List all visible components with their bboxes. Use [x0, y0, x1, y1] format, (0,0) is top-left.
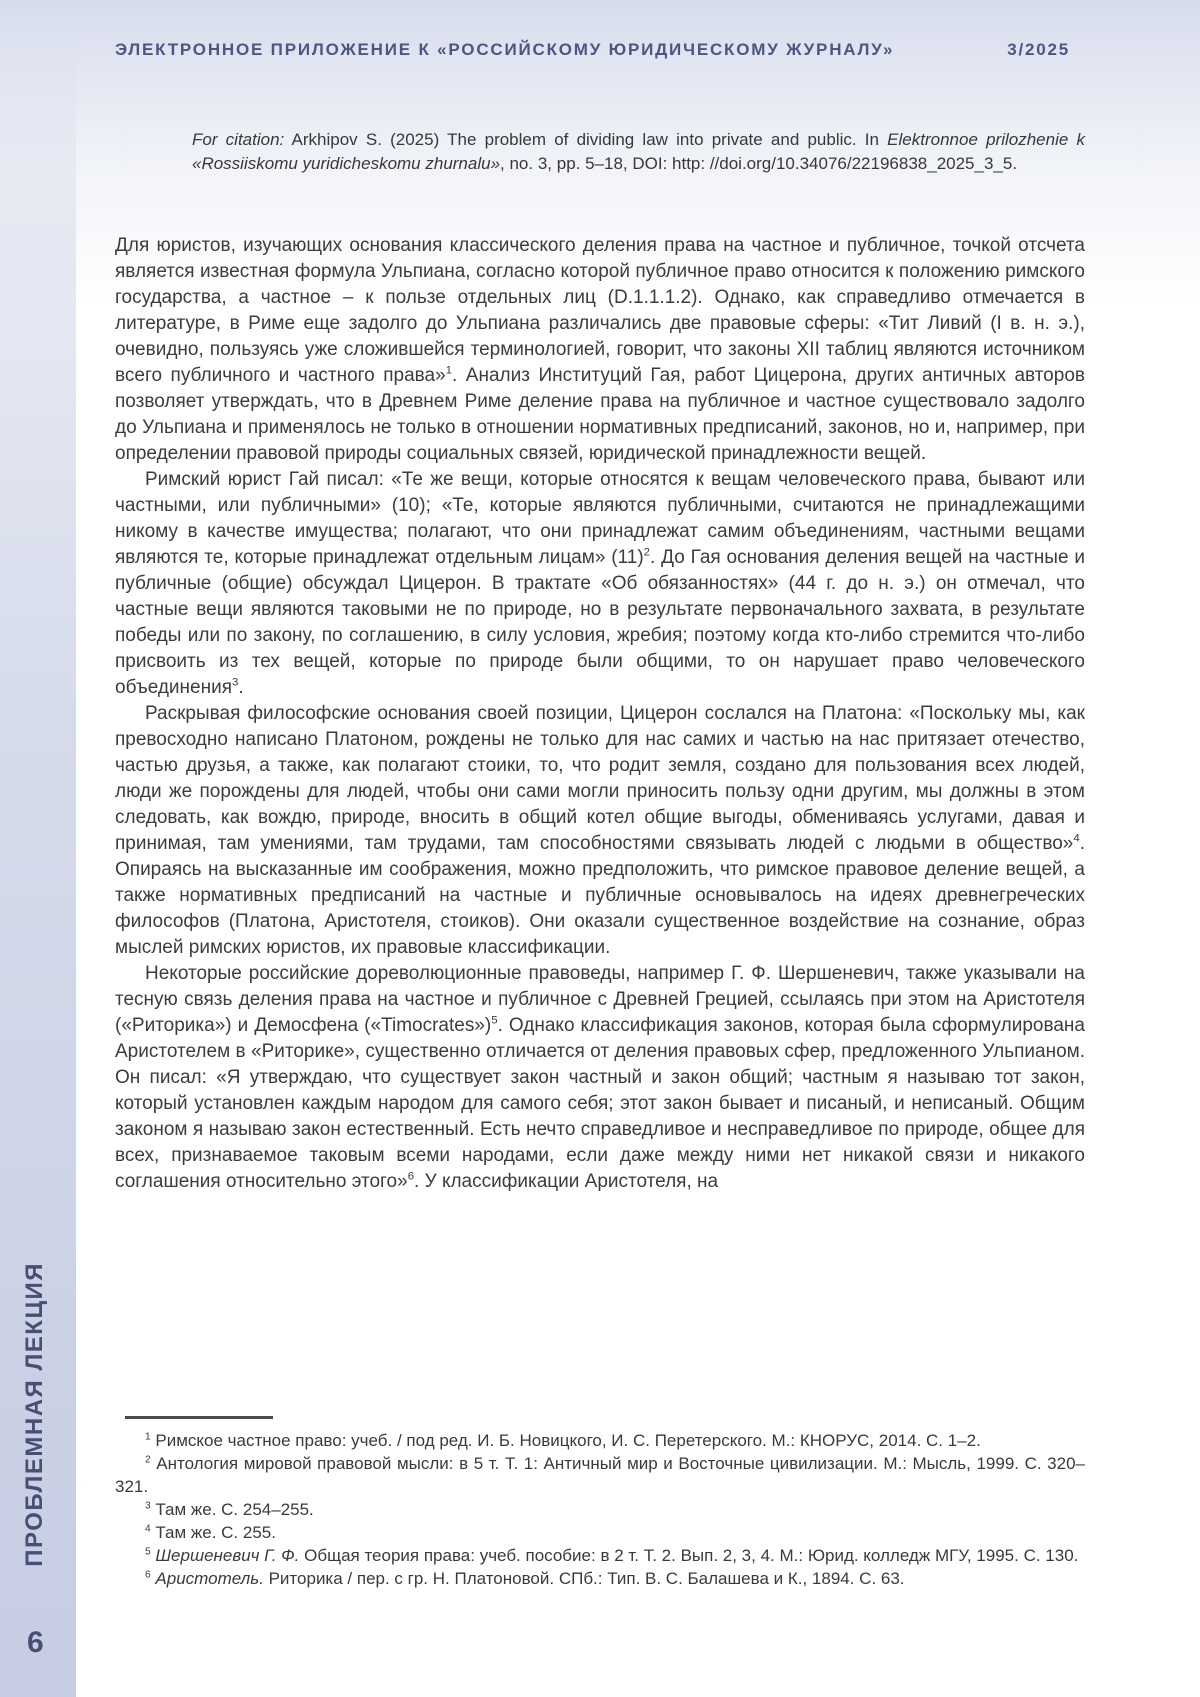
citation-block: For citation: Arkhipov S. (2025) The problem of dividing law into private and public. In Elektronnoe prilozhenie k «Rossiiskomu yuridicheskomu zhurnalu», no. 3, pp. 5–18, DOI: http: //doi.org/10.34076/22196838_2025_3_5.: [192, 130, 1085, 173]
footnote-item: $^5$ Шершеневич Г. Ф. Общая теория права: учеб. пособие: в 2 т. Т. 2. Вып. 2, 3, 4. М.: Юрид. колледж МГУ, 1995. С. 130.: [145, 1546, 1079, 1565]
page-number: 6: [27, 1626, 44, 1659]
footnote-marker: 5: [145, 1546, 151, 1558]
footnote-marker: 2: [643, 546, 650, 559]
footnote-marker: 1: [445, 364, 453, 377]
footnote-item: $^6$ Аристотель. Риторика / пер. с гр. Н. Платоновой. СПб.: Тип. В. С. Балашева и К., 1894. С. 63.: [145, 1569, 905, 1588]
footnote-item: $^4$ Там же. С. 255.: [145, 1523, 276, 1542]
footnote-marker: 6: [145, 1569, 151, 1581]
article-body: [115, 233, 1085, 1195]
footnote-marker: 4: [1073, 832, 1080, 845]
footnotes-list: [115, 1429, 1085, 1590]
footnote-marker: 3: [145, 1500, 151, 1512]
footnote-marker: 1: [145, 1431, 151, 1443]
running-header: [115, 40, 1070, 60]
body-paragraph: Раскрывая философские основания своей позиции, Цицерон сослался на Платона: «Поскольку мы, как превосходно написано Платоном, рождены не только для нас самих и частью на нас притязает отечество, частью друзья, а также, как полагают стоики, то, что родит земля, создано для пользования всех людей, люди же порождены для людей, чтобы они сами могли приносить пользу одни другим, мы должны в этом следовать, как вождю, природе, вносить в общий котел общие выгоды, обмениваясь услугами, давая и принимая, там умениями, там трудами, там способностями связывать людей с людьми в общество»$^4$. Опираясь на высказанные им соображения, можно предположить, что римское правовое деление вещей, а также нормативных предписаний на частные и публичные основывалось на идеях древнегреческих философов (Платона, Аристотеля, стоиков). Они оказали существенное воздействие на сознание, образ мыслей римских юристов, их правовые классификации.: [115, 703, 1085, 958]
sidebar-band: [0, 0, 76, 1697]
footnote-separator: [125, 1416, 273, 1419]
footnote-marker: 5: [491, 1014, 498, 1027]
footnote-item: $^3$ Там же. С. 254–255.: [145, 1500, 314, 1519]
section-label: ПРОБЛЕМНАЯ ЛЕКЦИЯ: [21, 1262, 48, 1567]
footnote-item: $^2$ Антология мировой правовой мысли: в 5 т. Т. 1: Античный мир и Восточные цивилизации. М.: Мысль, 1999. С. 320–321.: [115, 1454, 1085, 1496]
footnote-marker: 2: [145, 1454, 151, 1466]
footnote-marker: 4: [145, 1523, 151, 1535]
footnote-item: $^1$ Римское частное право: учеб. / под ред. И. Б. Новицкого, И. С. Перетерского. М.: КНОРУС, 2014. С. 1–2.: [145, 1431, 981, 1450]
body-paragraph: Римский юрист Гай писал: «Те же вещи, которые относятся к вещам человеческого права, бывают или частными, или публичными» (10); «Те, которые являются публичными, считаются не принадлежащими никому в качестве имущества; полагают, что они принадлежат самим объединениям, частными вещами являются те, которые принадлежат отдельным лицам» $(11)^2$. До Гая основания деления вещей на частные и публичные (общие) обсуждал Цицерон. В трактате «Об обязанностях» (44 г. до н. э.) он отмечал, что частные вещи являются таковыми не по природе, но в результате первоначального захвата, в результате победы или по закону, по соглашению, в силу условия, жребия; поэтому когда кто-либо стремится что-либо присвоить из тех вещей, которые по природе были общими, то он нарушает право человеческого объединения$^3$.: [115, 469, 1085, 698]
body-paragraph: Для юристов, изучающих основания классического деления права на частное и публичное, точкой отсчета является известная формула Ульпиана, согласно которой публичное право относится к положению римского государства, а частное – к пользе отдельных лиц (D.1.1.1.2). Однако, как справедливо отмечается в литературе, в Риме еще задолго до Ульпиана различались две правовые сферы: «Тит Ливий (I в. н. э.), очевидно, пользуясь уже сложившейся терминологией, говорит, что законы XII таблиц являются источником всего публичного и частного права»$^1$. Анализ Институций Гая, работ Цицерона, других античных авторов позволяет утверждать, что в Древнем Риме деление права на публичное и частное существовало задолго до Ульпиана и применялось не только в отношении нормативных предписаний, законов, но и, например, при определении правовой природы социальных связей, юридической принадлежности вещей.: [115, 235, 1085, 464]
journal-title: ЭЛЕКТРОННОЕ ПРИЛОЖЕНИЕ К «РОССИЙСКОМУ ЮРИДИЧЕСКОМУ ЖУРНАЛУ»: [115, 40, 895, 59]
footnote-marker: 3: [232, 676, 239, 689]
issue-number: 3/2025: [1007, 40, 1070, 59]
body-paragraph: Некоторые российские дореволюционные правоведы, например Г. Ф. Шершеневич, также указывали на тесную связь деления права на частное и публичное с Древней Грецией, ссылаясь при этом на Аристотеля («Риторика») и Демосфена («Timocrates»)$^5$. Однако классификация законов, которая была сформулирована Аристотелем в «Риторике», существенно отличается от деления правовых сфер, предложенного Ульпианом. Он писал: «Я утверждаю, что существует закон частный и закон общий; частным я называю тот закон, который установлен каждым народом для самого себя; этот закон бывает и писаный, и неписаный. Общим законом я называю закон естественный. Есть нечто справедливое и несправедливое по природе, общее для всех, признаваемое таковым всеми народами, если даже между ними нет никакой связи и никакого соглашения относительно этого»$^6$. У классификации Аристотеля, на: [115, 963, 1085, 1192]
footnote-marker: 6: [407, 1170, 415, 1183]
